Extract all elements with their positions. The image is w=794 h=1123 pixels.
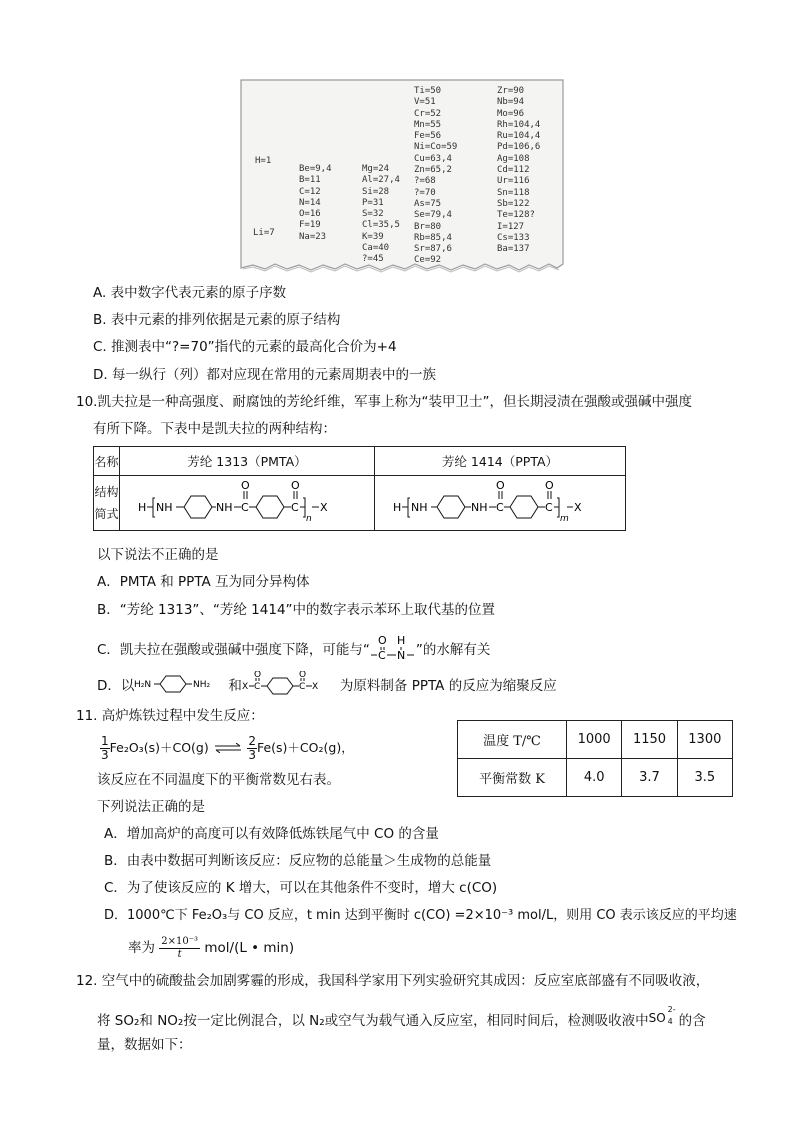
rate-fraction: $\frac{\text{2×10⁻³}}{t}$ (161, 935, 199, 960)
fraction-one-third: $\frac{1}{3}$ (101, 733, 109, 762)
q11-option-b: B．由表中数据可判断该反应：反应物的总能量＞生成物的总能量 (104, 853, 492, 869)
note-col-h: H=1 (255, 156, 272, 166)
temp-1000: 1000 (567, 721, 622, 759)
q11-option-c: C．为了使该反应的 K 增大，可以在其他条件不变时，增大 c(CO) (104, 880, 498, 896)
table-header-pmta: 芳纶 1313（PMTA） (120, 447, 375, 476)
q10-option-a: A．PMTA 和 PPTA 互为同分异构体 (97, 574, 310, 590)
formula-o-b2: O (545, 479, 554, 492)
q11-option-a: A．增加高炉的高度可以有效降低炼铁尾气中 CO 的含量 (104, 826, 439, 842)
q11-stem: 11. 高炉炼铁过程中发生反应： (76, 708, 264, 724)
q10-stem-line1: 10.凯夫拉是一种高强度、耐腐蚀的芳纶纤维，军事上称为“装甲卫士”，但长期浸渍在强酸或强碱中强度 (76, 394, 692, 410)
q11-ask: 下列说法正确的是 (97, 799, 205, 815)
formula-n: n (306, 514, 312, 524)
formula-o: O (241, 479, 250, 492)
q11-option-d-line2: 率为 $\frac{\text{2×10⁻³}}{t}$ mol/(L • min) (128, 935, 295, 960)
q12-line1: 12. 空气中的硫酸盐会加剧雾霾的形成，我国科学家用下列实验研究其成因：反应室底部盛有不同吸收液， (76, 973, 710, 989)
svg-text:C: C (298, 682, 306, 692)
formula-h-b: H (393, 501, 402, 514)
q10-option-d: D．以 H₂N NH₂ 和 X C O C O X 为原料制备 PPTA 的反应为缩聚反应 (97, 671, 557, 694)
formula-h: H (138, 501, 147, 514)
svg-text:O: O (298, 671, 306, 680)
formula-c-b: C (496, 501, 504, 514)
q12-line3: 量，数据如下： (97, 1037, 192, 1053)
ppta-structure-formula (375, 476, 626, 531)
q10-option-c: C．凯夫拉在强酸或强碱中强度下降，可能与“ O H C N ”的水解有关 (97, 634, 491, 660)
q11-option-d-line1: D．1000℃下 Fe₂O₃与 CO 反应，t min 达到平衡时 c(CO) =2×10⁻³ mol/L，则用 CO 表示该反应的平均速 (104, 908, 737, 923)
pmta-structure-formula (120, 476, 375, 531)
equilibrium-arrow-icon (213, 743, 243, 753)
table-header-ppta: 芳纶 1414（PPTA） (375, 447, 626, 476)
svg-text:N: N (396, 649, 406, 660)
formula-x: X (320, 501, 328, 514)
fraction-two-thirds: $\frac{2}{3}$ (248, 733, 256, 762)
table-label-structure: 结构 简式 (94, 476, 120, 531)
sulfate-ion: SO 2- 4 (648, 1005, 676, 1026)
formula-x-b: X (574, 501, 582, 514)
formula-o-b: O (496, 479, 505, 492)
q10-stem-line2: 有所下降。下表中是凯夫拉的两种结构： (93, 421, 336, 437)
svg-text:NH₂: NH₂ (193, 680, 211, 690)
formula-m: m (560, 514, 569, 524)
k-1300: 3.5 (677, 759, 732, 797)
q9-option-b: B. 表中元素的排列依据是元素的原子结构 (93, 312, 341, 328)
formula-c: C (241, 501, 249, 514)
svg-text:O: O (377, 634, 387, 647)
svg-text:X: X (311, 682, 319, 692)
svg-text:X: X (241, 682, 249, 692)
formula-c-b2: C (545, 501, 553, 514)
note-col-ti: Ti=50 V=51 Cr=52 Mn=55 Fe=56 Ni=Co=59 Cu=63,4 Zn=65,2 ?=68 ?=70 As=75 Se=79,4 Br=80 Rb=85,4 Sr=87,6 Ce=92 (414, 86, 458, 266)
diacyl-formula (242, 671, 340, 695)
formula-nh-2: NH (216, 501, 233, 514)
temp-1150: 1150 (622, 721, 677, 759)
q10-option-b: B．“芳纶 1313”、“芳纶 1414”中的数字表示苯环上取代基的位置 (97, 602, 496, 618)
svg-text:C: C (253, 682, 261, 692)
formula-nh: NH (156, 501, 173, 514)
k-1000: 4.0 (567, 759, 622, 797)
q12-line2: 将 SO₂和 NO₂按一定比例混合，以 N₂或空气为载气通入反应室，相同时间后，检测吸收液中 SO 2- 4 的含 (97, 1005, 706, 1029)
note-col-mg: Mg=24 Al=27,4 Si=28 P=31 S=32 Cl=35,5 K=39 Ca=40 ?=45 (362, 164, 400, 265)
q9-option-a: A. 表中数字代表元素的原子序数 (93, 285, 287, 301)
note-col-li: Li=7 (253, 228, 275, 238)
q10-ask: 以下说法不正确的是 (97, 547, 219, 563)
q11-line2: 该反应在不同温度下的平衡常数见右表。 (97, 772, 340, 788)
note-col-zr: Zr=90 Nb=94 Mo=96 Rh=104,4 Ru=104,4 Pd=106,6 Ag=108 Cd=112 Ur=116 Sn=118 Sb=122 Te=128? I=127 Cs=133 Ba=137 (497, 86, 541, 255)
table-label-k: 平衡常数 K (458, 759, 567, 797)
note-col-be: Be=9,4 B=11 C=12 N=14 O=16 F=19 Na=23 (299, 164, 332, 242)
equilibrium-constant-table (457, 720, 733, 797)
q11-equation: $\frac{1}{3}$ Fe₂O₃(s)＋CO(g) $\frac{2}{3}$ Fe(s)＋CO₂(g)， (101, 733, 354, 762)
svg-text:O: O (253, 671, 261, 680)
amide-bond-formula (370, 634, 416, 660)
q9-option-c: C. 推测表中“?=70”指代的元素的最高化合价为+4 (93, 339, 397, 355)
q9-option-d: D. 每一纵行（列）都对应现在常用的元素周期表中的一族 (93, 367, 436, 383)
mendeleev-note-image (239, 78, 565, 274)
temp-1300: 1300 (677, 721, 732, 759)
svg-text:H: H (396, 634, 406, 647)
diamine-formula (134, 673, 228, 695)
kevlar-structure-table (93, 446, 626, 531)
svg-text:H₂N: H₂N (134, 680, 152, 690)
formula-c-2: C (291, 501, 299, 514)
formula-nh-b2: NH (471, 501, 488, 514)
table-label-name: 名称 (94, 447, 120, 476)
table-label-temperature: 温度 T/℃ (458, 721, 567, 759)
k-1150: 3.7 (622, 759, 677, 797)
svg-text:C: C (377, 649, 386, 660)
formula-nh-b: NH (411, 501, 428, 514)
formula-o-2: O (291, 479, 300, 492)
